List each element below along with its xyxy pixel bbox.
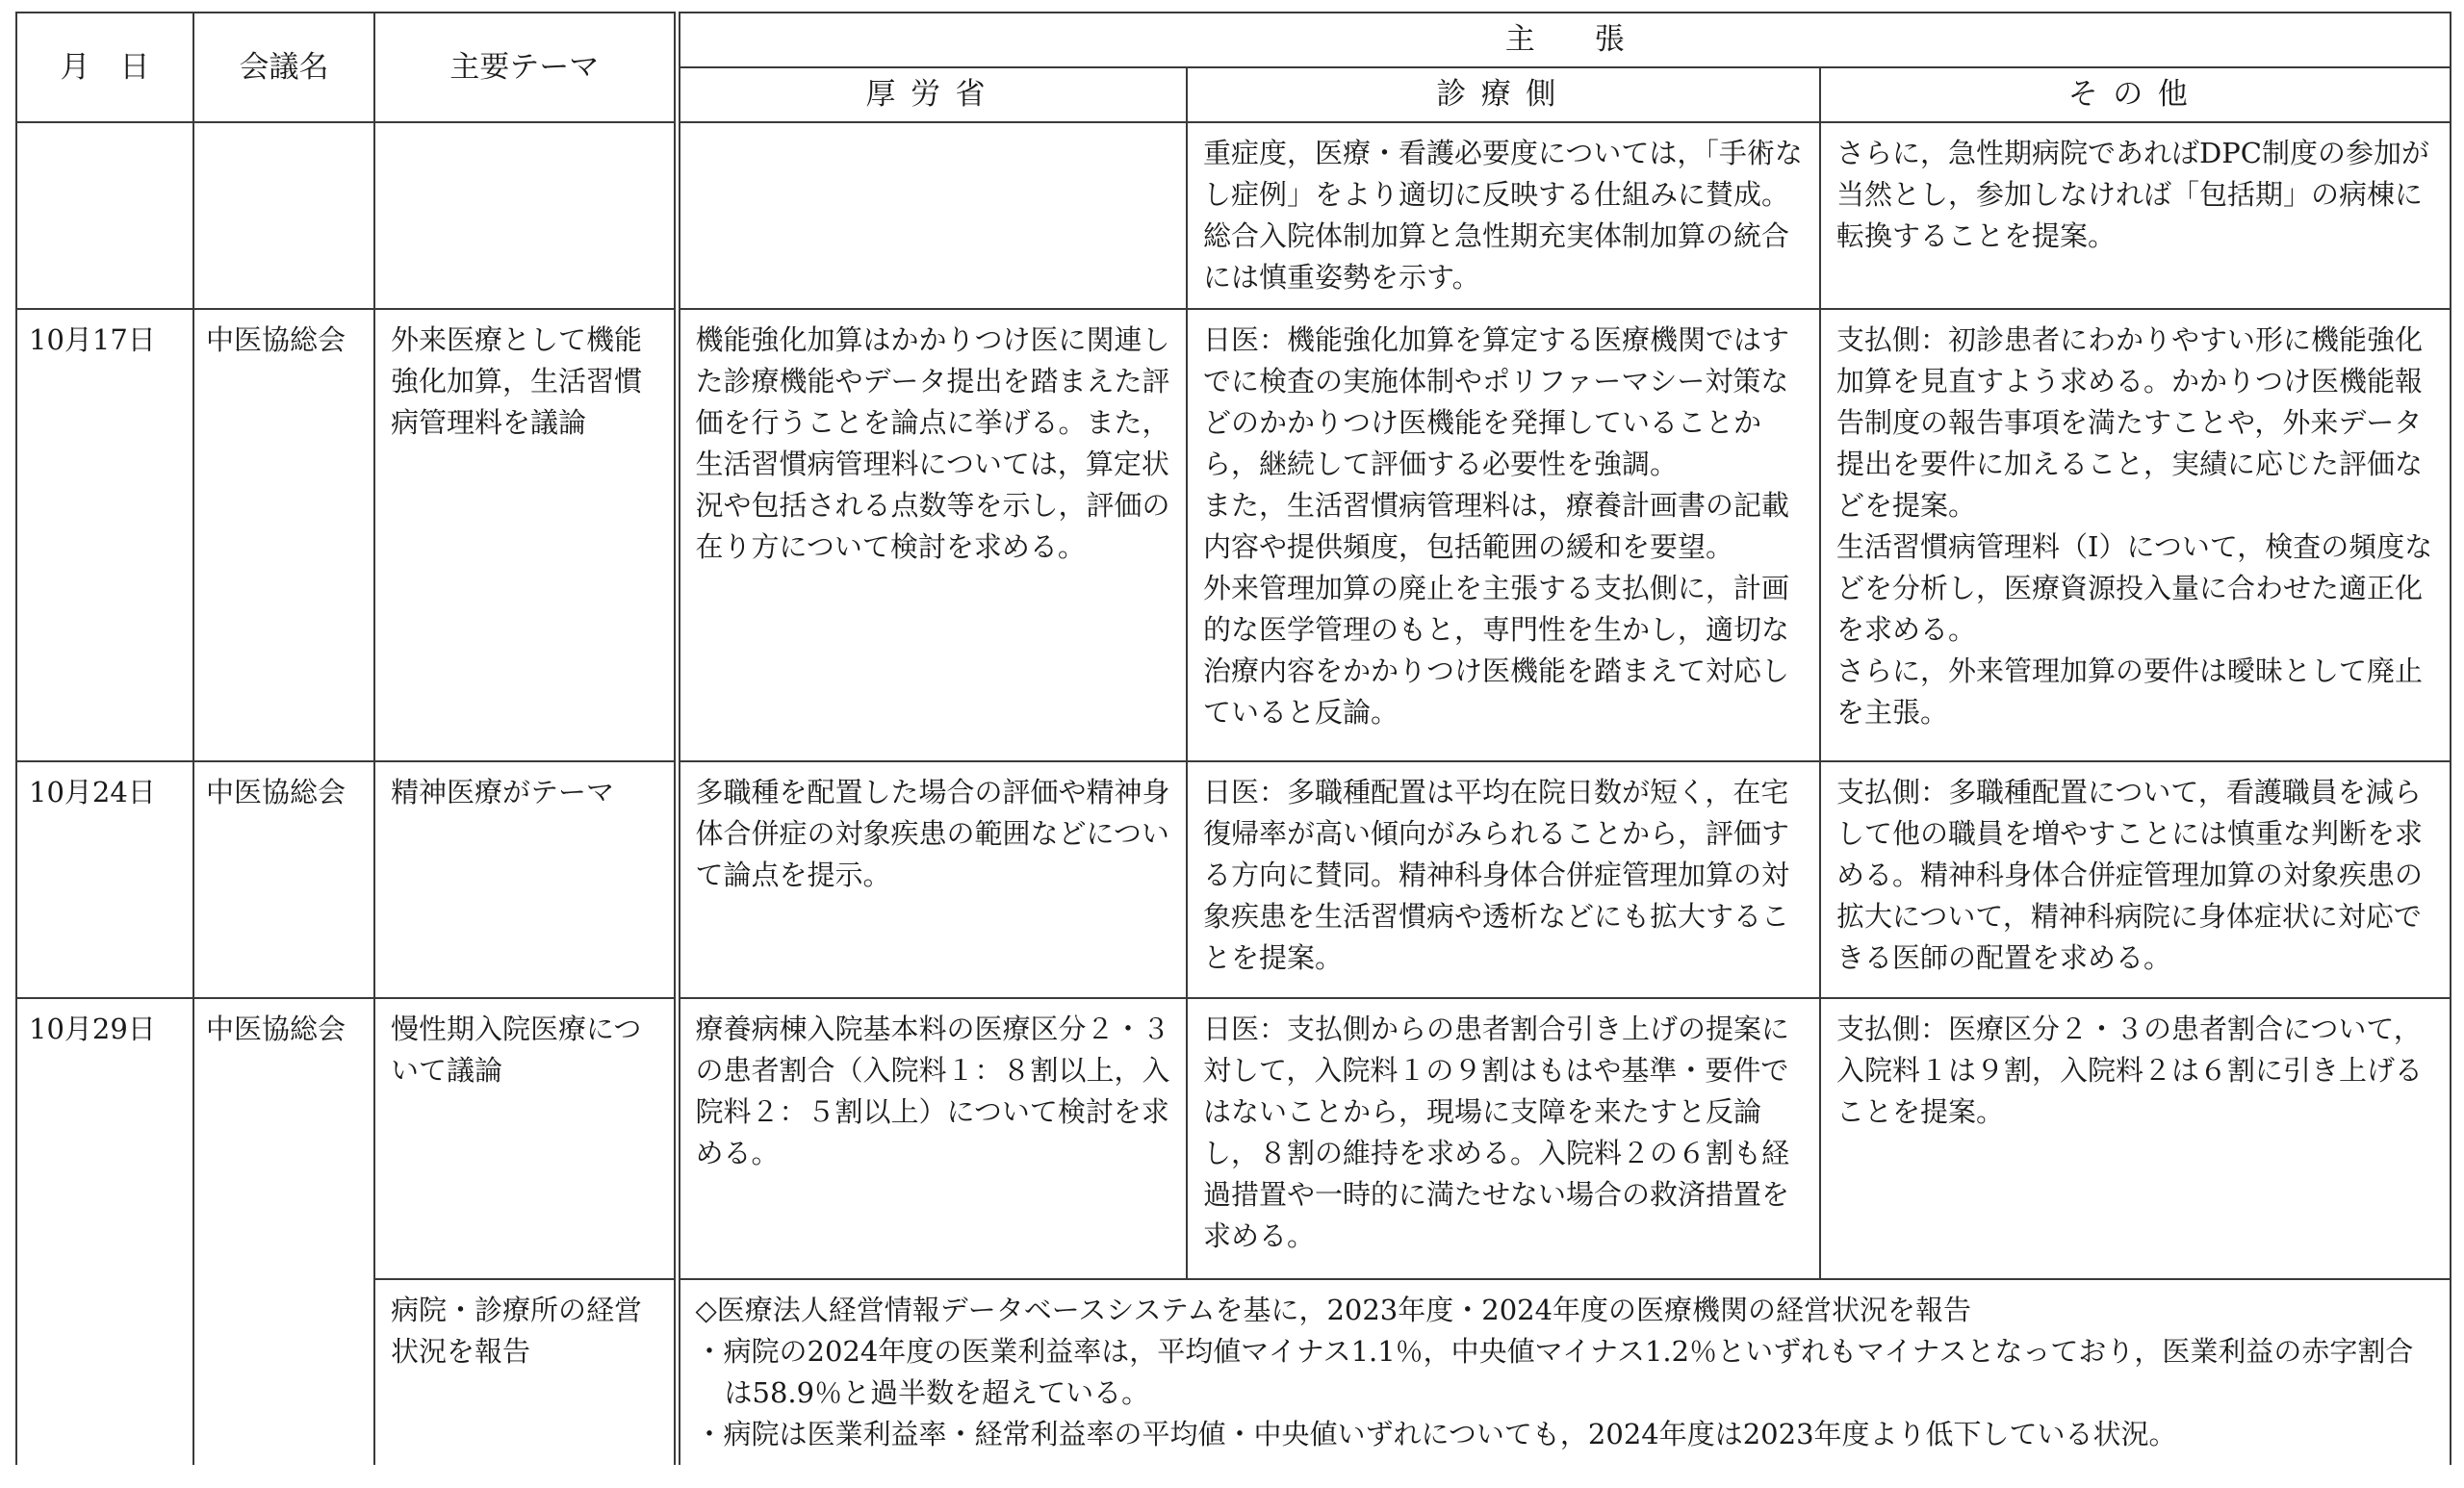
meeting-cell: 中医協総会 (193, 998, 374, 1465)
theme-cell: 病院・診療所の経営状況を報告 (374, 1279, 677, 1465)
medical-cell (1187, 309, 1820, 761)
header-medical: 診療側 (1187, 67, 1820, 122)
other-text: さらに，急性期病院であればDPC制度の参加が当然とし，参加しなければ「包括期」の病棟に転換することを提案。 (1836, 137, 2429, 252)
meeting-summary-table (15, 12, 2451, 1465)
header-mhlw: 厚労省 (677, 67, 1187, 122)
other-text: 生活習慣病管理料（Ⅰ）について，検査の頻度などを分析し，医療資源投入量に合わせた適正化を求める。 (1836, 530, 2433, 646)
header-theme: 主要テーマ (374, 13, 677, 122)
theme-cell (374, 122, 677, 309)
date-cell: 10月24日 (16, 761, 193, 998)
other-text: 支払側：初診患者にわかりやすい形に機能強化加算を見直すよう求める。かかりつけ医機能報告制度の報告事項を満たすことや，外来データ提出を要件に加えること，実績に応じた評価などを提案。 (1836, 323, 2424, 522)
other-text: さらに，外来管理加算の要件は曖昧として廃止を主張。 (1836, 654, 2424, 729)
mhlw-cell: 療養病棟入院基本料の医療区分２・３の患者割合（入院料１：８割以上，入院料２：５割以上）について検討を求める。 (677, 998, 1187, 1279)
date-cell (16, 122, 193, 309)
meeting-cell: 中医協総会 (193, 309, 374, 761)
medical-cell (1187, 998, 1820, 1279)
other-cell (1820, 309, 2451, 761)
mhlw-cell: 機能強化加算はかかりつけ医に関連した診療機能やデータ提出を踏まえた評価を行うことを論点に挙げる。また，生活習慣病管理料については，算定状況や包括される点数等を示し，評価の在り方について検討を求める。 (677, 309, 1187, 761)
meeting-cell (193, 122, 374, 309)
mhlw-cell: 多職種を配置した場合の評価や精神身体合併症の対象疾患の範囲などについて論点を提示。 (677, 761, 1187, 998)
other-cell (1820, 761, 2451, 998)
medical-text: また，生活習慣病管理料は，療養計画書の記載内容や提供頻度，包括範囲の緩和を要望。 (1203, 489, 1790, 563)
other-text: 支払側：医療区分２・３の患者割合について，入院料１は９割，入院料２は６割に引き上げることを提案。 (1836, 1013, 2424, 1128)
report-heading: ◇医療法人経営情報データベースシステムを基に，2023年度・2024年度の医療機関の経営状況を報告 (695, 1294, 1972, 1326)
header-date: 月 日 (16, 13, 193, 122)
report-bullet: ・病院の2024年度の医業利益率は，平均値マイナス1.1％，中央値マイナス1.2％といずれもマイナスとなっており，医業利益の赤字割合は58.9％と過半数を超えている。 (695, 1335, 2414, 1409)
medical-text: 日医：機能強化加算を算定する医療機関ではすでに検査の実施体制やポリファーマシー対策などのかかりつけ医機能を発揮していることから，継続して評価する必要性を強調。 (1203, 323, 1790, 480)
table-row (16, 761, 2451, 998)
other-text: 支払側：多職種配置について，看護職員を減らして他の職員を増やすことには慎重な判断を求める。精神科身体合併症管理加算の対象疾患の拡大について，精神科病院に身体症状に対応できる医師の配置を求める。 (1836, 776, 2424, 974)
theme-cell: 精神医療がテーマ (374, 761, 677, 998)
meeting-cell: 中医協総会 (193, 761, 374, 998)
other-cell (1820, 998, 2451, 1279)
header-meeting: 会議名 (193, 13, 374, 122)
header-claims: 主 張 (677, 13, 2451, 67)
medical-text: 外来管理加算の廃止を主張する支払側に，計画的な医学管理のもと，専門性を生かし，適切な治療内容をかかりつけ医機能を踏まえて対応していると反論。 (1203, 572, 1790, 729)
other-cell (1820, 122, 2451, 309)
report-cell (677, 1279, 2451, 1465)
medical-text: 日医：多職種配置は平均在院日数が短く，在宅復帰率が高い傾向がみられることから，評価する方向に賛同。精神科身体合併症管理加算の対象疾患を生活習慣病や透析などにも拡大することを提案。 (1203, 776, 1790, 974)
table-row (16, 998, 2451, 1279)
table-row (16, 1279, 2451, 1465)
report-bullet: ・病院は医業利益率・経常利益率の平均値・中央値いずれについても，2024年度は2023年度より低下している状況。 (695, 1418, 2177, 1450)
mhlw-cell (677, 122, 1187, 309)
medical-cell (1187, 122, 1820, 309)
header-other: その他 (1820, 67, 2451, 122)
medical-text: 重症度，医療・看護必要度については，「手術なし症例」をより適切に反映する仕組みに賛成。総合入院体制加算と急性期充実体制加算の統合には慎重姿勢を示す。 (1203, 137, 1803, 294)
table-row (16, 309, 2451, 761)
date-cell: 10月29日 (16, 998, 193, 1465)
medical-cell (1187, 761, 1820, 998)
medical-text: 日医：支払側からの患者割合引き上げの提案に対して，入院料１の９割はもはや基準・要件ではないことから，現場に支障を来たすと反論し，８割の維持を求める。入院料２の６割も経過措置や一時的に満たせない場合の救済措置を求める。 (1203, 1013, 1790, 1252)
theme-cell: 慢性期入院医療について議論 (374, 998, 677, 1279)
theme-cell: 外来医療として機能強化加算，生活習慣病管理料を議論 (374, 309, 677, 761)
date-cell: 10月17日 (16, 309, 193, 761)
table-row (16, 122, 2451, 309)
